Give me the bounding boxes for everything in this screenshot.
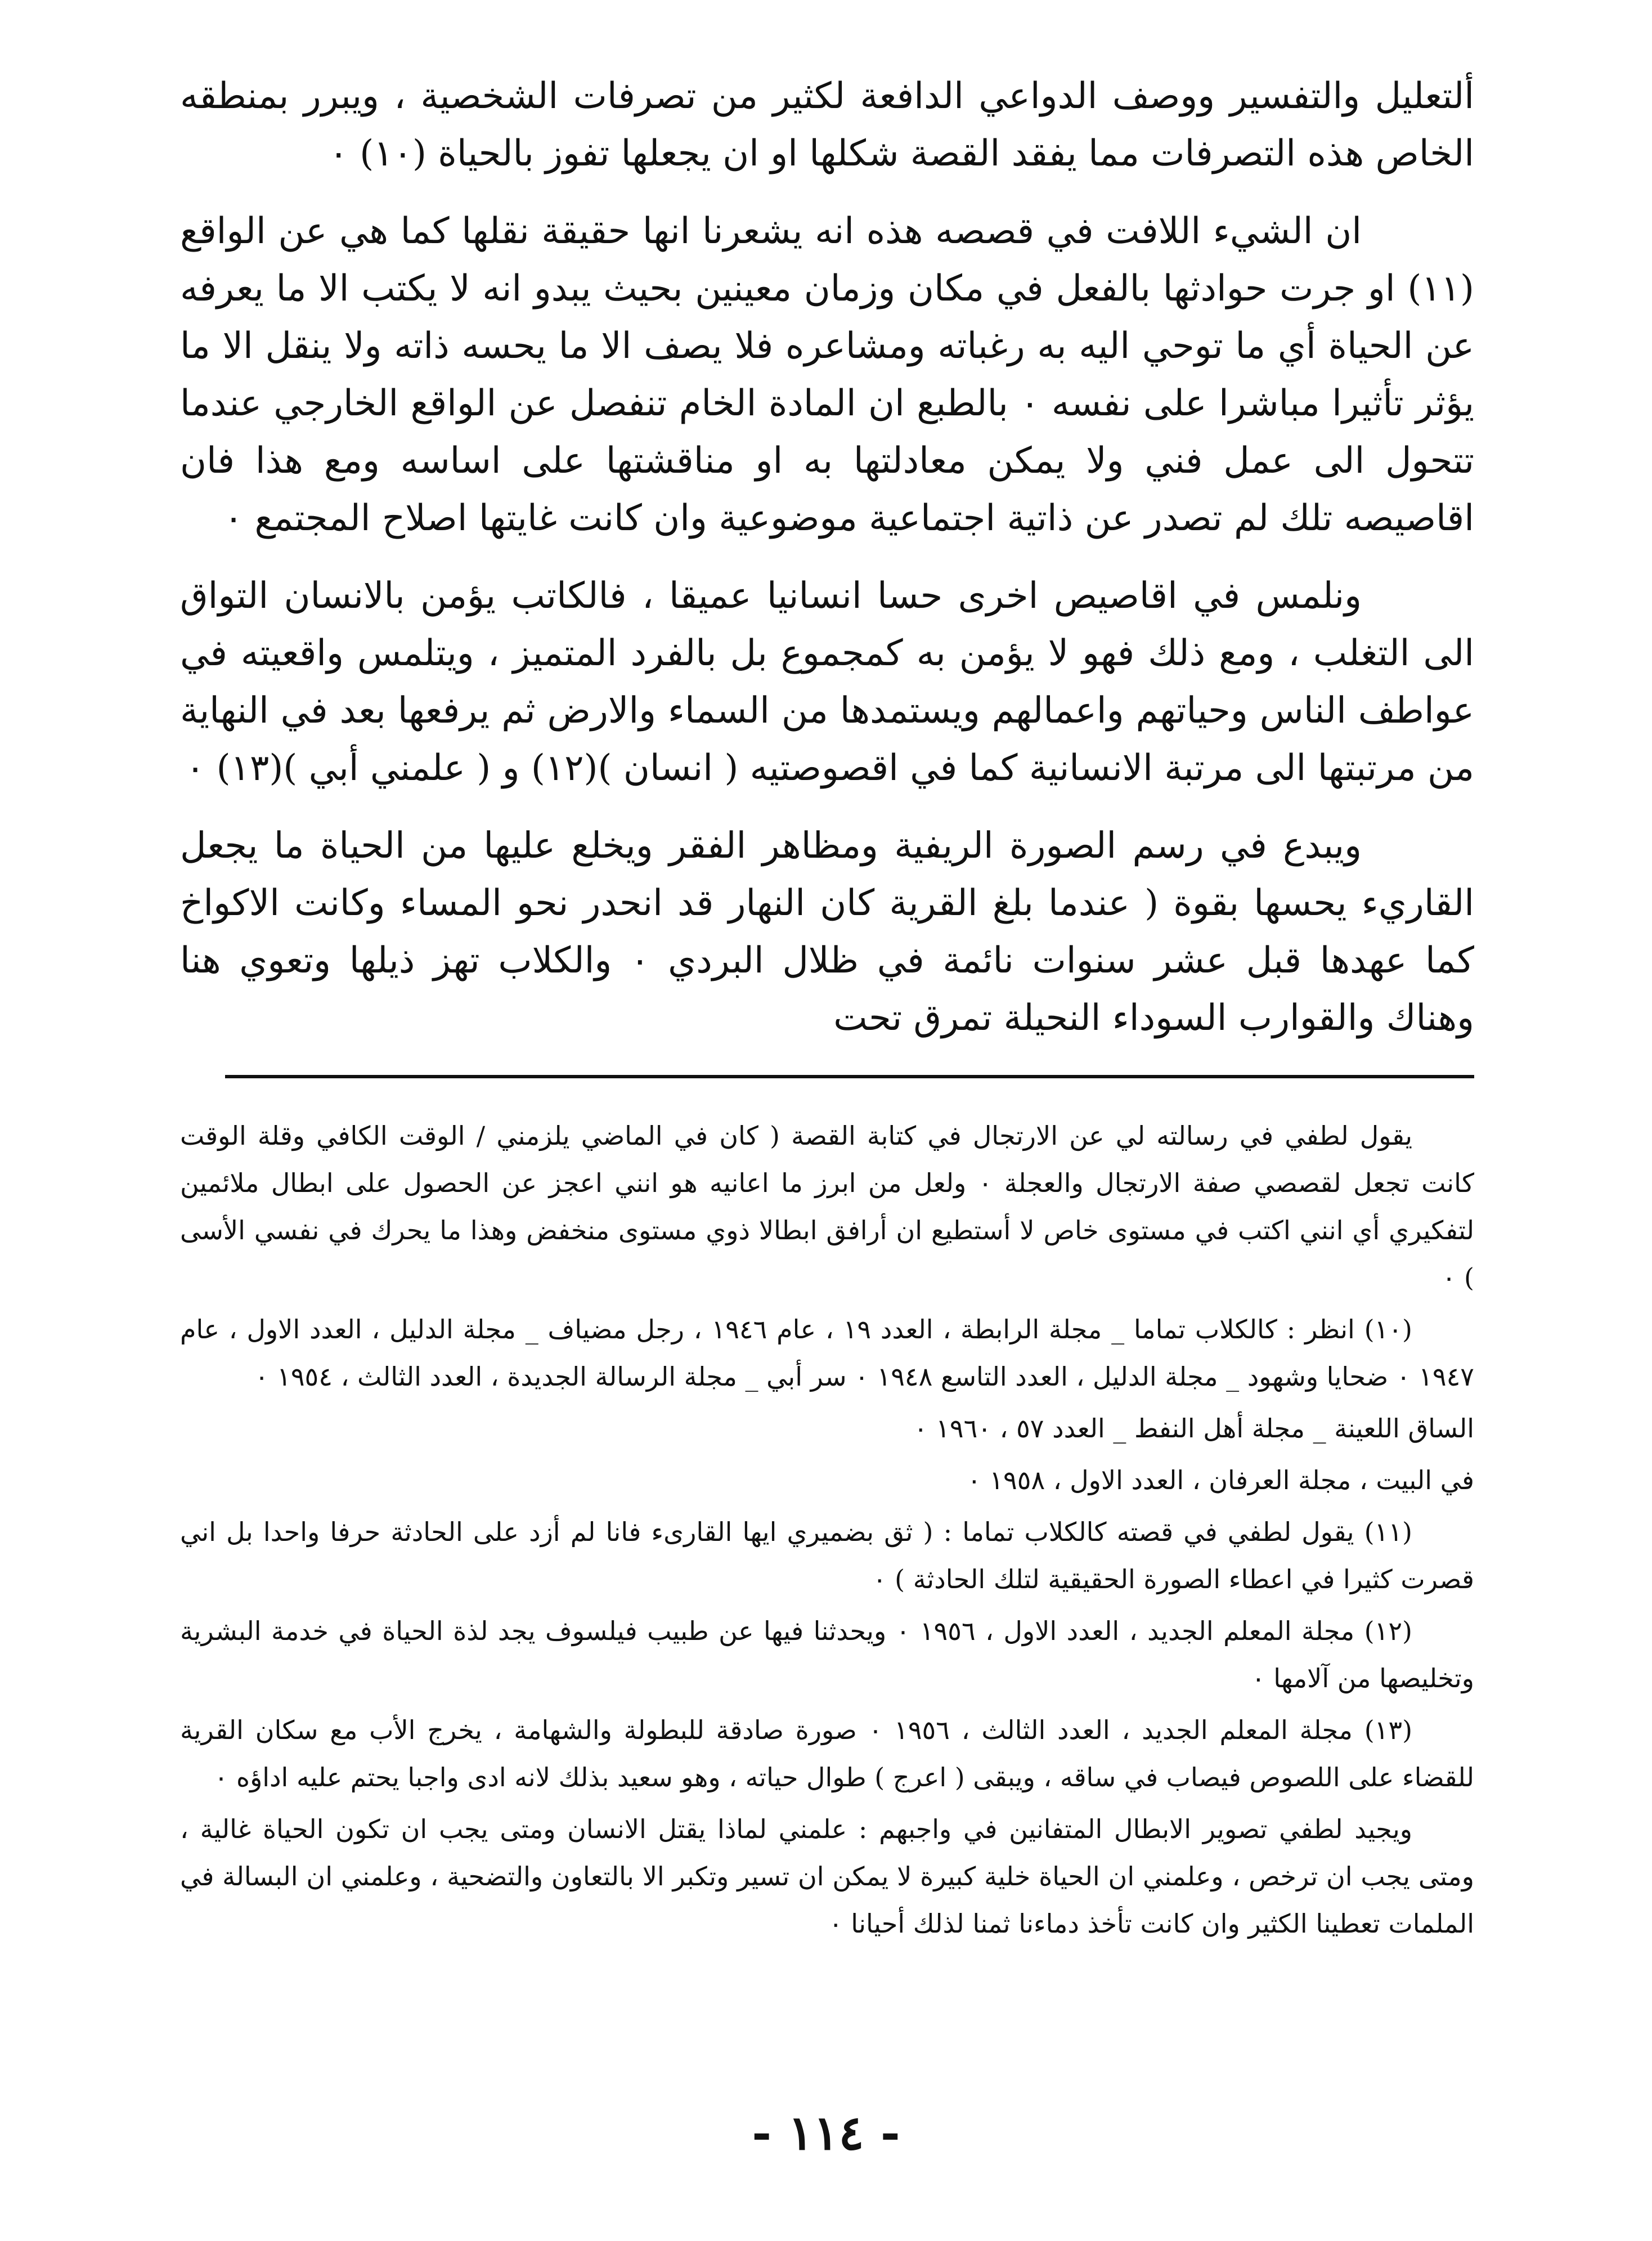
paragraph-3: ونلمس في اقاصيص اخرى حسا انسانيا عميقا ، فالكاتب يؤمن بالانسان التواق الى التغلب ، ومع ذلك فهو لا يؤمن به كمجموع بل بالفرد المتميز ، ويتلمس واقعيته في عواطف الناس وحياتهم واعمالهم ويستمدها من السماء والارض ثم يرفعها بعد في النهاية من مرتبتها الى مرتبة الانسانية كما في اقصوصتيه ( انسان )(١٢) و ( علمني أبي )(١٣) ٠ bbox=[180, 575, 1474, 789]
paragraph-1: ألتعليل والتفسير ووصف الدواعي الدافعة لكثير من تصرفات الشخصية ، ويبرر بمنطقه الخاص هذه التصرفات مما يفقد القصة شكلها او ان يجعلها تفوز بالحياة (١٠) ٠ bbox=[180, 75, 1474, 174]
footnote-10: (١٠) انظر : كالكلاب تماما _ مجلة الرابطة ، العدد ١٩ ، عام ١٩٤٦ ، رجل مضياف _ مجلة الدليل ، العدد الاول ، عام ١٩٤٧ ٠ ضحايا وشهود _ مجلة الدليل ، العدد التاسع ١٩٤٨ ٠ سر أبي _ مجلة الرسالة الجديدة ، العدد الثالث ، ١٩٥٤ ٠ bbox=[180, 1314, 1474, 1392]
footnote-13-cont: ويجيد لطفي تصوير الابطال المتفانين في واجبهم : علمني لماذا يقتل الانسان ومتى يجب ان تكون الحياة غالية ، ومتى يجب ان ترخص ، وعلمني ان الحياة خلية كبيرة لا يمكن ان تسير وتكبر الا بالتعاون والتضحية ، وعلمني ان البسالة في الملمات تعطينا الكثير وان كانت تأخذ دماءنا ثمنا لذلك أحيانا ٠ bbox=[180, 1814, 1474, 1939]
book-page bbox=[180, 68, 1474, 1952]
footnote-letter-quote: يقول لطفي في رسالته لي عن الارتجال في كتابة القصة ( كان في الماضي يلزمني / الوقت الكافي وقلة الوقت كانت تجعل لقصصي صفة الارتجال والعجلة ٠ ولعل من ابرز ما اعانيه هو انني اعجز عن الحصول على ابطال ملائمين لتفكيري أي انني اكتب في مستوى خاص لا أستطيع ان أرافق ابطالا ذوي مستوى منخفض وهذا ما يحرك في نفسي الأسى ) ٠ bbox=[180, 1120, 1474, 1293]
paragraph-4: ويبدع في رسم الصورة الريفية ومظاهر الفقر ويخلع عليها من الحياة ما يجعل القاريء يحسها بقوة ( عندما بلغ القرية كان النهار قد انحدر نحو المساء وكانت الاكواخ كما عهدها قبل عشر سنوات نائمة في ظلال البردي ٠ والكلاب تهز ذيلها وتعوي هنا وهناك والقوارب السوداء النحيلة تمرق تحت bbox=[180, 825, 1475, 1039]
page-number: - ١١٤ - bbox=[752, 2105, 900, 2161]
footnote-12: (١٢) مجلة المعلم الجديد ، العدد الاول ، ١٩٥٦ ٠ ويحدثنا فيها عن طبيب فيلسوف يجد لذة الحياة في خدمة البشرية وتخليصها من آلامها ٠ bbox=[180, 1616, 1474, 1693]
main-text bbox=[180, 68, 1474, 1047]
paragraph-2: ان الشيء اللافت في قصصه هذه انه يشعرنا انها حقيقة نقلها كما هي عن الواقع (١١) او جرت حوادثها بالفعل في مكان وزمان معينين بحيث يبدو انه لا يكتب الا ما يعرفه عن الحياة أي ما توحي اليه به رغباته ومشاعره فلا يصف الا ما يحسه ذاته ولا ينقل الا ما يؤثر تأثيرا مباشرا على نفسه ٠ بالطبع ان المادة الخام تنفصل عن الواقع الخارجي عندما تتحول الى عمل فني ولا يمكن معادلتها به او مناقشتها على اساسه ومع هذا فان اقاصيصه تلك لم تصدر عن ذاتية اجتماعية موضوعية وان كانت غايتها اصلاح المجتمع ٠ bbox=[180, 210, 1475, 539]
footnote-10-cont-1: الساق اللعينة _ مجلة أهل النفط _ العدد ٥٧ ، ١٩٦٠ ٠ bbox=[913, 1413, 1474, 1444]
footnote-10-cont-2: في البيت ، مجلة العرفان ، العدد الاول ، ١٩٥٨ ٠ bbox=[967, 1465, 1474, 1495]
footnotes bbox=[180, 1112, 1474, 1947]
footnote-13: (١٣) مجلة المعلم الجديد ، العدد الثالث ، ١٩٥٦ ٠ صورة صادقة للبطولة والشهامة ، يخرج الأب مع سكان القرية للقضاء على اللصوص فيصاب في ساقه ، ويبقى ( اعرج ) طوال حياته ، وهو سعيد بذلك لانه ادى واجبا يحتم عليه اداؤه ٠ bbox=[180, 1715, 1474, 1792]
footnote-11: (١١) يقول لطفي في قصته كالكلاب تماما : ( ثق بضميري ايها القارىء فانا لم أزد على الحادثة حرفا واحدا بل اني قصرت كثيرا في اعطاء الصورة الحقيقية لتلك الحادثة ) ٠ bbox=[180, 1517, 1474, 1594]
footnote-divider bbox=[225, 1075, 1474, 1078]
